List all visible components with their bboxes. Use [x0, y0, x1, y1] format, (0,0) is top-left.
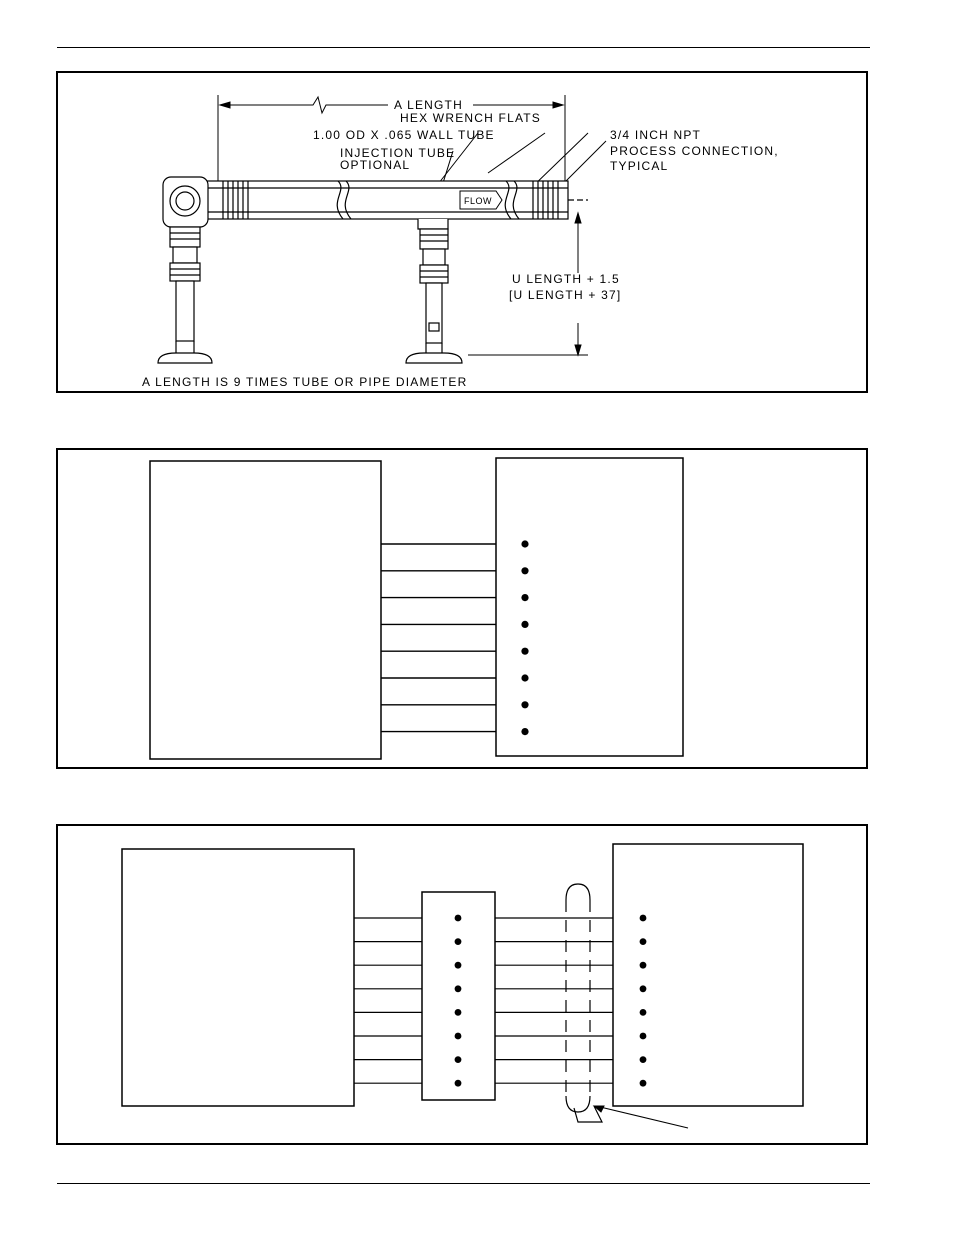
terminal-dot: [521, 728, 528, 735]
right-device-box: [496, 458, 683, 756]
terminal-strip-dot: [455, 1033, 462, 1040]
bottom-page-rule: [57, 1183, 870, 1184]
terminal-strip-dot: [455, 1056, 462, 1063]
tube-spec-label: 1.00 OD X .065 WALL TUBE: [313, 128, 495, 142]
terminal-strip-dot: [455, 962, 462, 969]
direct-wiring-figure: [56, 448, 868, 769]
injection-tube-label: INJECTION TUBE: [340, 146, 456, 160]
direct-wiring-drawing: [58, 450, 870, 771]
terminal-dot: [640, 915, 647, 922]
terminal-strip-dot: [455, 915, 462, 922]
shielded-wiring-drawing: [58, 826, 870, 1147]
terminal-dot: [521, 674, 528, 681]
terminal-strip-dot: [455, 1009, 462, 1016]
left-device-box: [122, 849, 354, 1106]
terminal-dot: [521, 621, 528, 628]
terminal-strip-dot: [455, 1080, 462, 1087]
a-length-footnote: A LENGTH IS 9 TIMES TUBE OR PIPE DIAMETER: [142, 375, 468, 389]
terminal-dot: [640, 1056, 647, 1063]
meter-run-drawing: [58, 73, 870, 395]
terminal-strip-dot: [455, 938, 462, 945]
right-sensor-assembly: [406, 219, 462, 363]
npt-label-line2: PROCESS CONNECTION,: [610, 144, 779, 158]
meter-run-figure: [56, 71, 868, 393]
flow-arrow: [460, 191, 502, 209]
npt-label-line3: TYPICAL: [610, 159, 669, 173]
npt-label-line1: 3/4 INCH NPT: [610, 128, 702, 142]
u-length-metric-label: [U LENGTH + 37]: [509, 288, 622, 302]
hex-wrench-flats-label: HEX WRENCH FLATS: [400, 111, 541, 125]
left-sensor-assembly: [158, 177, 212, 363]
injection-optional-label: OPTIONAL: [340, 158, 411, 172]
shielded-wiring-figure: [56, 824, 868, 1145]
left-device-box: [150, 461, 381, 759]
a-length-label: A LENGTH: [394, 98, 463, 112]
terminal-dot: [521, 594, 528, 601]
terminal-dot: [640, 1009, 647, 1016]
cable-shield: [566, 884, 602, 1122]
terminal-dot: [521, 701, 528, 708]
wire-group: [381, 544, 496, 732]
right-device-box: [613, 844, 803, 1106]
terminal-dot: [640, 938, 647, 945]
terminal-dot: [521, 567, 528, 574]
terminal-dot: [640, 1080, 647, 1087]
terminal-dot: [640, 985, 647, 992]
terminal-dot: [521, 540, 528, 547]
top-page-rule: [57, 47, 870, 48]
terminal-dot: [521, 648, 528, 655]
meter-tube: [198, 181, 588, 219]
shield-leader-arrow: [594, 1106, 688, 1128]
flow-label: FLOW: [464, 196, 492, 206]
terminal-dot: [640, 1033, 647, 1040]
terminal-dot: [640, 962, 647, 969]
terminal-strip-dot: [455, 985, 462, 992]
u-length-label: U LENGTH + 1.5: [512, 272, 620, 286]
terminal-strip-box: [422, 892, 495, 1100]
